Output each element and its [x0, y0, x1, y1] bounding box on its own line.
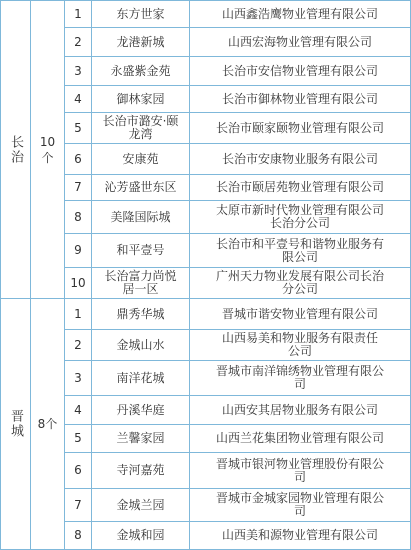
row-number: 10 — [70, 275, 86, 290]
row-number: 5 — [74, 120, 82, 135]
region-cell — [1, 1, 30, 298]
community-name: 和平壹号 — [116, 243, 165, 257]
row-number: 5 — [74, 431, 82, 445]
management-company: 晋城市银河物业管理股份有限公 司 — [215, 456, 384, 484]
count-cell: 10 个 — [39, 134, 56, 165]
management-company: 太原市新时代物业管理有限公司 长治分公司 — [215, 203, 384, 230]
management-company: 山西安其居物业服务有限公司 — [221, 402, 378, 417]
community-name: 金城山水 — [116, 337, 165, 352]
community-name: 长治市潞安·颐 龙湾 — [102, 114, 179, 141]
community-name: 御林家园 — [116, 91, 165, 106]
community-name: 金城和园 — [116, 528, 165, 542]
management-company: 山西兰花集团物业管理有限公司 — [215, 431, 384, 445]
community-name: 美隆国际城 — [110, 209, 171, 224]
community-name: 鼎秀华城 — [116, 306, 165, 321]
row-number: 2 — [74, 34, 82, 49]
community-name: 寺河嘉苑 — [116, 463, 165, 477]
row-number: 4 — [74, 91, 82, 106]
management-company: 长治市安信物业管理有限公司 — [221, 63, 378, 78]
region-label: 晋城 — [8, 409, 23, 439]
management-company: 长治市安康物业服务有限公司 — [221, 151, 378, 166]
community-name: 丹溪华庭 — [116, 402, 165, 417]
row-number: 2 — [74, 337, 82, 352]
row-number: 6 — [74, 463, 82, 477]
management-company: 长治市和平壹号和谐物业服务有 限公司 — [215, 236, 384, 264]
row-number: 9 — [74, 243, 82, 257]
management-company: 广州天力物业发展有限公司长治 分公司 — [215, 269, 384, 296]
community-name: 龙港新城 — [116, 34, 165, 49]
row-number: 1 — [74, 6, 82, 21]
management-company: 长治市颐居苑物业管理有限公司 — [215, 180, 384, 194]
row-number: 6 — [74, 151, 82, 166]
management-company: 晋城市南洋锦绣物业管理有限公 司 — [215, 364, 384, 391]
management-company: 长治市御林物业管理有限公司 — [221, 91, 378, 106]
row-number: 8 — [74, 209, 82, 224]
management-company: 山西易美和物业服务有限责任 公司 — [221, 331, 378, 358]
row-number: 3 — [74, 63, 82, 78]
community-name: 东方世家 — [116, 6, 165, 21]
management-company: 长治市颐家颐物业管理有限公司 — [215, 120, 384, 135]
community-name: 兰馨家园 — [116, 431, 165, 445]
row-number: 8 — [74, 528, 82, 542]
region-cell — [1, 299, 30, 549]
row-number: 7 — [74, 497, 82, 512]
row-number: 7 — [74, 180, 82, 194]
row-number: 4 — [74, 402, 82, 417]
community-name: 金城兰园 — [116, 497, 165, 512]
count-cell: 8个 — [37, 417, 58, 431]
management-company: 山西鑫浩鹰物业管理有限公司 — [221, 6, 378, 21]
management-company: 山西美和源物业管理有限公司 — [221, 528, 378, 542]
community-name: 长治富力尚悦 居一区 — [104, 269, 177, 296]
community-name: 安康苑 — [122, 151, 159, 166]
row-number: 1 — [74, 306, 82, 321]
management-company: 晋城市谐安物业管理有限公司 — [221, 306, 378, 321]
management-company: 山西宏海物业管理有限公司 — [227, 34, 372, 49]
community-name: 永盛紫金苑 — [110, 63, 171, 78]
community-name: 沁芳盛世东区 — [104, 180, 177, 194]
community-name: 南洋花城 — [116, 370, 165, 385]
region-label: 长治 — [8, 134, 23, 165]
row-number: 3 — [74, 370, 82, 385]
management-company: 晋城市金城家园物业管理有限公 司 — [215, 491, 384, 518]
